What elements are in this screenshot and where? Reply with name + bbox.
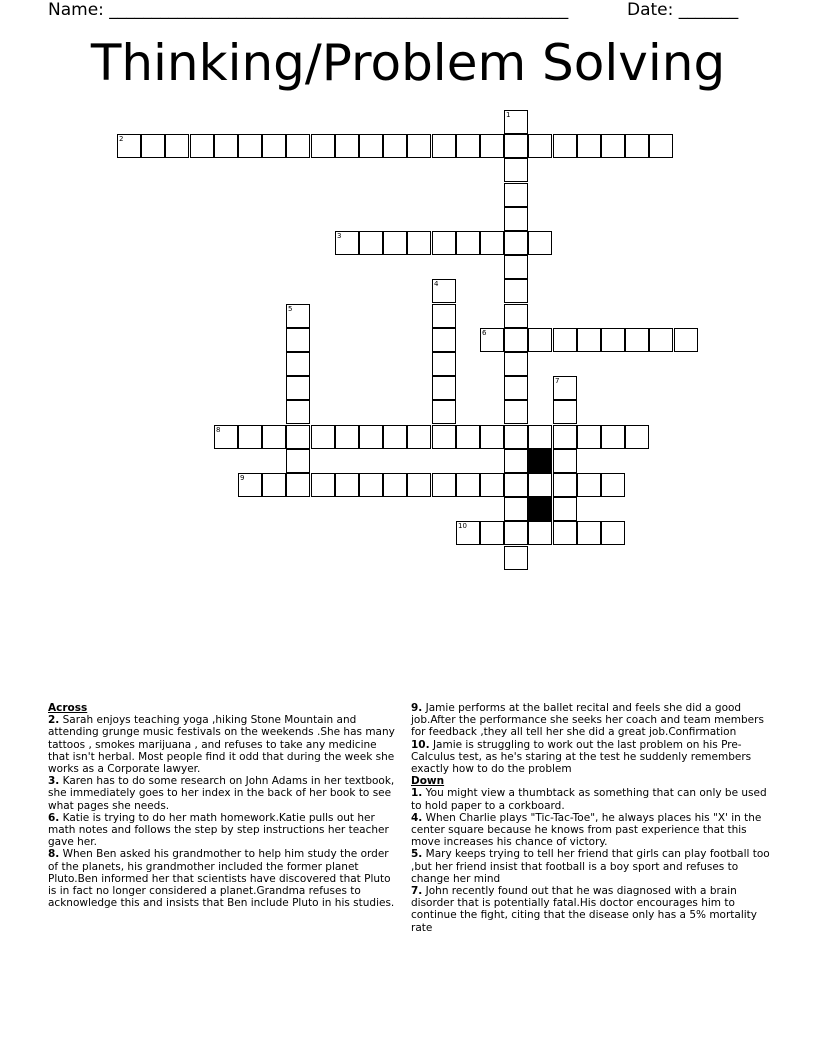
- grid-cell[interactable]: [432, 304, 456, 328]
- grid-cell[interactable]: [190, 134, 214, 158]
- grid-cell[interactable]: [553, 497, 577, 521]
- clue-number: 6.: [48, 811, 60, 824]
- cell-number: 7: [555, 377, 560, 385]
- grid-cell[interactable]: [383, 134, 407, 158]
- grid-cell[interactable]: [359, 231, 383, 255]
- grid-cell[interactable]: [286, 134, 310, 158]
- grid-cell[interactable]: [432, 425, 456, 449]
- cell-number: 5: [288, 305, 293, 313]
- clue-number: 4.: [411, 811, 423, 824]
- grid-cell[interactable]: [311, 473, 335, 497]
- grid-cell[interactable]: [335, 473, 359, 497]
- grid-cell[interactable]: [359, 425, 383, 449]
- grid-cell[interactable]: [335, 231, 359, 255]
- clue-text: You might view a thumbtack as something that can only be used to hold paper to a corkboard.: [411, 787, 767, 812]
- grid-cell[interactable]: [504, 328, 528, 352]
- grid-cell[interactable]: [504, 207, 528, 231]
- cell-number: 10: [458, 522, 467, 530]
- grid-cell[interactable]: [577, 328, 601, 352]
- grid-cell[interactable]: [674, 328, 698, 352]
- grid-cell[interactable]: [456, 425, 480, 449]
- clue-across-8: [48, 848, 400, 909]
- clue-text: Katie is trying to do her math homework.Katie pulls out her math notes and follows the step by step instructions her teacher gave her.: [48, 811, 389, 849]
- clue-down-1: [411, 787, 771, 811]
- clue-text: Jamie performs at the ballet recital and feels she did a good job.After the performance she seeks her coach and team members for feedback ,they all tell her she did a great job.Confirmation: [411, 702, 764, 739]
- grid-cell[interactable]: [504, 134, 528, 158]
- grid-cell[interactable]: [238, 134, 262, 158]
- clue-number: 8.: [48, 848, 60, 861]
- grid-cell[interactable]: [504, 546, 528, 570]
- black-cell: [528, 449, 552, 473]
- grid-cell[interactable]: [480, 425, 504, 449]
- grid-cell[interactable]: [577, 425, 601, 449]
- grid-cell[interactable]: [528, 328, 552, 352]
- clue-down-7: [411, 885, 771, 934]
- grid-cell[interactable]: [504, 183, 528, 207]
- grid-cell[interactable]: [407, 473, 431, 497]
- grid-cell[interactable]: [577, 134, 601, 158]
- grid-cell[interactable]: [480, 521, 504, 545]
- clue-number: 5.: [411, 848, 423, 861]
- grid-cell[interactable]: [359, 134, 383, 158]
- clue-text: When Ben asked his grandmother to help him study the order of the planets, his grandmother included the former planet Pluto.Ben informed her that scientists have discovered that Pluto is in fact no longer considered a planet.Grandma refuses to acknowledge this and insists that Ben include Pluto in his studies.: [48, 848, 395, 910]
- grid-cell[interactable]: [577, 473, 601, 497]
- clue-number: 7.: [411, 885, 423, 898]
- grid-cell[interactable]: [480, 231, 504, 255]
- black-cell: [528, 497, 552, 521]
- date-field[interactable]: Date: _______: [627, 0, 739, 20]
- grid-cell[interactable]: [335, 134, 359, 158]
- grid-cell[interactable]: [553, 521, 577, 545]
- clue-across-3: [48, 775, 400, 812]
- grid-cell[interactable]: [480, 134, 504, 158]
- cell-number: 6: [482, 329, 487, 337]
- grid-cell[interactable]: [601, 134, 625, 158]
- clues-right-column: [411, 702, 771, 934]
- grid-cell[interactable]: [528, 473, 552, 497]
- grid-cell[interactable]: [141, 134, 165, 158]
- clue-down-5: [411, 848, 771, 885]
- grid-cell[interactable]: [407, 425, 431, 449]
- grid-cell[interactable]: [553, 425, 577, 449]
- grid-cell[interactable]: [407, 134, 431, 158]
- clue-across-9: [411, 702, 771, 739]
- clue-number: 9.: [411, 702, 423, 714]
- clue-text: Jamie is struggling to work out the last problem on his Pre-Calculus test, as he's staring at the test he suddenly remembers exactly how to do the problem: [411, 738, 752, 776]
- grid-cell[interactable]: [262, 473, 286, 497]
- grid-cell[interactable]: [214, 425, 238, 449]
- grid-cell[interactable]: [504, 255, 528, 279]
- grid-cell[interactable]: [359, 473, 383, 497]
- grid-cell[interactable]: [165, 134, 189, 158]
- grid-cell[interactable]: [504, 449, 528, 473]
- grid-cell[interactable]: [407, 231, 431, 255]
- grid-cell[interactable]: [456, 473, 480, 497]
- grid-cell[interactable]: [432, 231, 456, 255]
- grid-cell[interactable]: [456, 231, 480, 255]
- grid-cell[interactable]: [286, 328, 310, 352]
- cell-number: 4: [434, 280, 439, 288]
- grid-cell[interactable]: [649, 134, 673, 158]
- grid-cell[interactable]: [335, 425, 359, 449]
- grid-cell[interactable]: [601, 473, 625, 497]
- grid-cell[interactable]: [504, 158, 528, 182]
- grid-cell[interactable]: [504, 231, 528, 255]
- grid-cell[interactable]: [649, 328, 673, 352]
- grid-cell[interactable]: [504, 473, 528, 497]
- clue-number: 3.: [48, 775, 60, 788]
- grid-cell[interactable]: [504, 110, 528, 134]
- grid-cell[interactable]: [311, 425, 335, 449]
- clue-text: Mary keeps trying to tell her friend that girls can play football too ,but her friend insist that football is a boy sport and refuses to change her mind: [411, 848, 770, 885]
- grid-cell[interactable]: [286, 376, 310, 400]
- grid-cell[interactable]: [311, 134, 335, 158]
- grid-cell[interactable]: [553, 328, 577, 352]
- grid-cell[interactable]: [286, 449, 310, 473]
- grid-cell[interactable]: [432, 376, 456, 400]
- cell-number: 3: [337, 232, 342, 240]
- grid-cell[interactable]: [286, 400, 310, 424]
- grid-cell[interactable]: [553, 134, 577, 158]
- grid-cell[interactable]: [432, 473, 456, 497]
- across-heading: Across: [48, 702, 88, 714]
- clue-text: John recently found out that he was diagnosed with a brain disorder that is potentially fatal.His doctor encourages him to continue the fight, citing that the disease only has a 5% mortality rate: [411, 885, 758, 934]
- grid-cell[interactable]: [214, 134, 238, 158]
- grid-cell[interactable]: [383, 231, 407, 255]
- grid-cell[interactable]: [528, 134, 552, 158]
- clue-across-2: [48, 714, 400, 775]
- clue-number: 1.: [411, 787, 423, 800]
- clue-across-6: [48, 812, 400, 849]
- clue-number: 2.: [48, 714, 60, 727]
- grid-cell[interactable]: [286, 425, 310, 449]
- grid-cell[interactable]: [528, 425, 552, 449]
- clue-across-10: [411, 739, 771, 776]
- grid-cell[interactable]: [553, 400, 577, 424]
- grid-cell[interactable]: [432, 279, 456, 303]
- grid-cell[interactable]: [553, 473, 577, 497]
- grid-cell[interactable]: [601, 425, 625, 449]
- grid-cell[interactable]: [504, 304, 528, 328]
- grid-cell[interactable]: [504, 521, 528, 545]
- cell-number: 9: [240, 474, 245, 482]
- grid-cell[interactable]: [238, 425, 262, 449]
- grid-cell[interactable]: [286, 304, 310, 328]
- grid-cell[interactable]: [238, 473, 262, 497]
- clue-text: Karen has to do some research on John Adams in her textbook, she immediately goes to her index in the back of her book to see what pages she needs.: [48, 775, 395, 812]
- grid-cell[interactable]: [286, 473, 310, 497]
- grid-cell[interactable]: [432, 352, 456, 376]
- grid-cell[interactable]: [504, 425, 528, 449]
- clue-down-4: [411, 812, 771, 849]
- grid-cell[interactable]: [504, 279, 528, 303]
- grid-cell[interactable]: [383, 425, 407, 449]
- cell-number: 2: [119, 135, 124, 143]
- grid-cell[interactable]: [456, 521, 480, 545]
- clue-text: Sarah enjoys teaching yoga ,hiking Stone Mountain and attending grunge music festivals on the weekends .She has many tattoos , smokes marijuana , and refuses to take any medicine that isn't herbal. Most people find it odd that during the week she works as a Corporate lawyer.: [48, 714, 395, 776]
- grid-cell[interactable]: [432, 134, 456, 158]
- grid-cell[interactable]: [456, 134, 480, 158]
- grid-cell[interactable]: [480, 473, 504, 497]
- grid-cell[interactable]: [553, 449, 577, 473]
- grid-cell[interactable]: [577, 521, 601, 545]
- grid-cell[interactable]: [117, 134, 141, 158]
- grid-cell[interactable]: [432, 328, 456, 352]
- grid-cell[interactable]: [553, 376, 577, 400]
- grid-cell[interactable]: [528, 231, 552, 255]
- grid-cell[interactable]: [262, 134, 286, 158]
- clue-text: When Charlie plays "Tic-Tac-Toe", he always places his "X' in the center square because he knows from past experience that this move increases his chance of victory.: [411, 811, 762, 849]
- grid-cell[interactable]: [480, 328, 504, 352]
- grid-cell[interactable]: [504, 376, 528, 400]
- cell-number: 8: [216, 426, 221, 434]
- grid-cell[interactable]: [262, 425, 286, 449]
- grid-cell[interactable]: [432, 400, 456, 424]
- clues-left-column: [48, 702, 400, 909]
- grid-cell[interactable]: [286, 352, 310, 376]
- cell-number: 1: [506, 111, 511, 119]
- grid-cell[interactable]: [504, 497, 528, 521]
- grid-cell[interactable]: [625, 134, 649, 158]
- grid-cell[interactable]: [625, 425, 649, 449]
- grid-cell[interactable]: [383, 473, 407, 497]
- grid-cell[interactable]: [601, 521, 625, 545]
- name-field[interactable]: Name: ______________________________________________________: [48, 0, 569, 20]
- page-title: Thinking/Problem Solving: [90, 34, 726, 92]
- grid-cell[interactable]: [625, 328, 649, 352]
- grid-cell[interactable]: [601, 328, 625, 352]
- grid-cell[interactable]: [504, 400, 528, 424]
- down-heading: Down: [411, 775, 445, 788]
- clue-number: 10.: [411, 738, 430, 751]
- grid-cell[interactable]: [528, 521, 552, 545]
- grid-cell[interactable]: [504, 352, 528, 376]
